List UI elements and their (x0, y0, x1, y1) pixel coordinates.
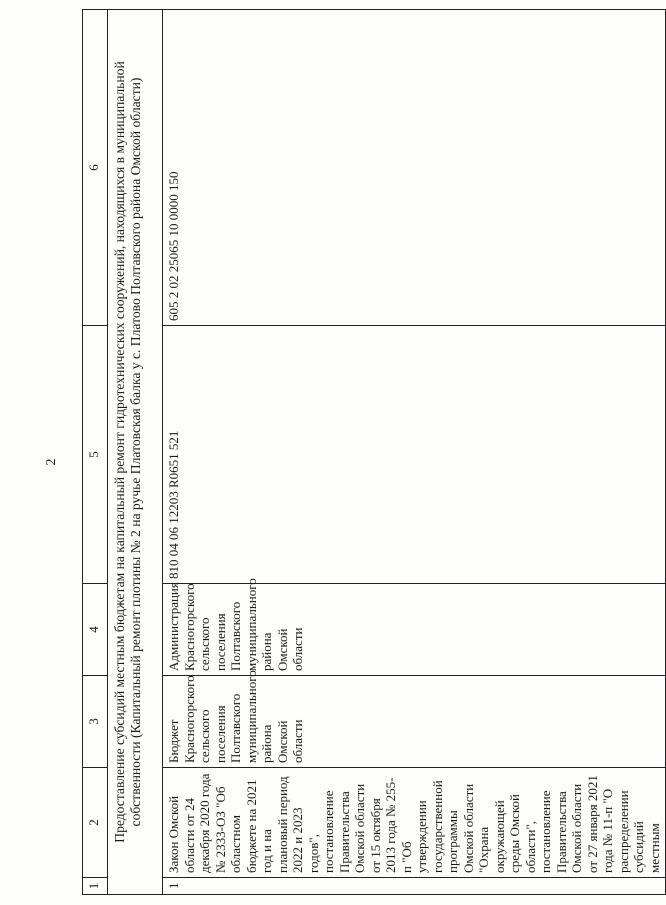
legal-basis-cell: Закон Омской области от 24 декабря 2020 года № 2333-ОЗ "Об областном бюджете на 2021 год и на плановый период 2022 и 2023 годов", постановление Правительства Омской области от 15 октября 2013 года № 255-п "Об утверждении государственной программы Омской области "Охрана окружающей среды Омской области", постановление Правительства Омской области от 27 января 2021 года № 11-п "О распределении субсидий местным (163, 768, 666, 878)
header-cell-2: 2 (83, 768, 108, 878)
section-row (108, 10, 163, 895)
expense-code-cell: 810 04 06 12203 R0651 521 (163, 326, 666, 584)
header-cell-3: 3 (83, 676, 108, 768)
page-number: 2 (44, 458, 59, 466)
income-code-cell: 605 2 02 25065 10 0000 150 (163, 10, 666, 326)
subsidy-table (82, 9, 666, 895)
table-row (163, 10, 666, 895)
header-cell-4: 4 (83, 584, 108, 676)
rotated-document (82, 10, 662, 895)
section-title: Предоставление субсидий местным бюджетам на капитальный ремонт гидротехнических сооружений, находящихся в муниципальной собственности (Капитальный ремонт плотины № 2 на ручье Платовская балка у с. Платово Полтавского района Омской области) (108, 10, 163, 895)
budget-cell: Бюджет Красногорского сельского поселения Полтавского муниципального района Омской области (163, 676, 666, 768)
header-cell-1: 1 (83, 878, 108, 895)
header-cell-6: 6 (83, 10, 108, 326)
header-row (83, 10, 108, 895)
administrator-cell: Администрация Красногорского сельского поселения Полтавского муниципального района Омской области (163, 584, 666, 676)
header-cell-5: 5 (83, 326, 108, 584)
row-number: 1 (163, 878, 666, 895)
